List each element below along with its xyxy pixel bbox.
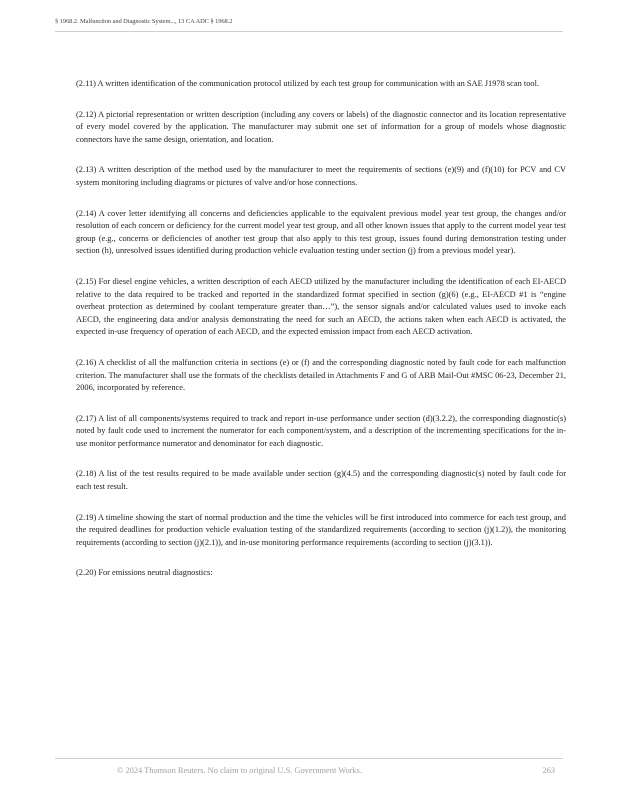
running-header: [55, 18, 563, 32]
paragraph-2-17: (2.17) A list of all components/systems required to track and report in-use performance under section (d)(3.2.2), the corresponding diagnostic(s) noted by fault code used to increment the numerator for each component/system, and a description of the incrementing specifications for the in-use monitor performance numerator and denominator for each diagnostic.: [76, 413, 566, 448]
document-body: [76, 78, 566, 598]
paragraph-2-15: (2.15) For diesel engine vehicles, a written description of each AECD utilized by the manufacturer including the identification of each EI-AECD relative to the data required to be tracked and reported in the standardized format specified in section (g)(6) (e.g., EI-AECD #1 is “engine overheat protection as determined by coolant temperature greater than…”), the sensor signals and/or calculated values used to invoke each AECD, the engineering data and/or analysis demonstrating the need for such an AECD, the actions taken when each AECD is activated, the expected in-use frequency of operation of each AECD, and the expected emission impact from each AECD activation.: [76, 276, 566, 337]
paragraph-2-19: (2.19) A timeline showing the start of normal production and the time the vehicles will be first introduced into commerce for each test group, and the required deadlines for production vehicle evaluation testing of the standardized requirements (according to section (j)(1.2)), the monitoring requirements (according to section (j)(2.1)), and in-use monitoring performance requirements (according to section (j)(3.1)).: [76, 512, 566, 547]
paragraph-2-18: (2.18) A list of the test results required to be made available under section (g)(4.5) and the corresponding diagnostic(s) noted by fault code for each test result.: [76, 469, 566, 492]
paragraph-2-14: (2.14) A cover letter identifying all concerns and deficiencies applicable to the equivalent previous model year test group, the changes and/or resolution of each concern or deficiency for the current model year test group, and all other known issues that apply to the current model year test group (e.g., concerns or deficiencies of another test group that also apply to this test group, issues found during demonstration testing under section (h), unresolved issues identified during production vehicle evaluation testing under section (j) from a previous model year).: [76, 208, 566, 256]
paragraph-2-20: (2.20) For emissions neutral diagnostics:: [76, 568, 213, 578]
paragraph-2-11: (2.11) A written identification of the communication protocol utilized by each test group for communication with an SAE J1978 scan tool.: [76, 79, 540, 88]
paragraph-2-16: (2.16) A checklist of all the malfunction criteria in sections (e) or (f) and the corresponding diagnostic noted by fault code for each malfunction criterion. The manufacturer shall use the formats of the checklists detailed in Attachments F and G of ARB Mail-Out #MSC 06-23, December 21, 2006, incorporated by reference.: [76, 357, 566, 393]
footer-copyright: © 2024 Thomson Reuters. No claim to original U.S. Government Works.: [117, 766, 362, 775]
paragraph-2-13: (2.13) A written description of the method used by the manufacturer to meet the requirements of sections (e)(9) and (f)(10) for PCV and CV system monitoring including diagrams or pictures of valve and/or hose connections.: [76, 165, 566, 187]
page-footer: [55, 758, 563, 775]
paragraph-2-12: (2.12) A pictorial representation or written description (including any covers or labels) of the diagnostic connector and its location representative of every model covered by the application. The manufacturer may submit one set of information for a group of models whose diagnostic connectors have the same design, orientation, and location.: [76, 109, 566, 144]
page-number: 263: [542, 766, 555, 775]
header-citation: § 1968.2. Malfunction and Diagnostic System..., 13 CA ADC § 1968.2: [55, 18, 233, 25]
